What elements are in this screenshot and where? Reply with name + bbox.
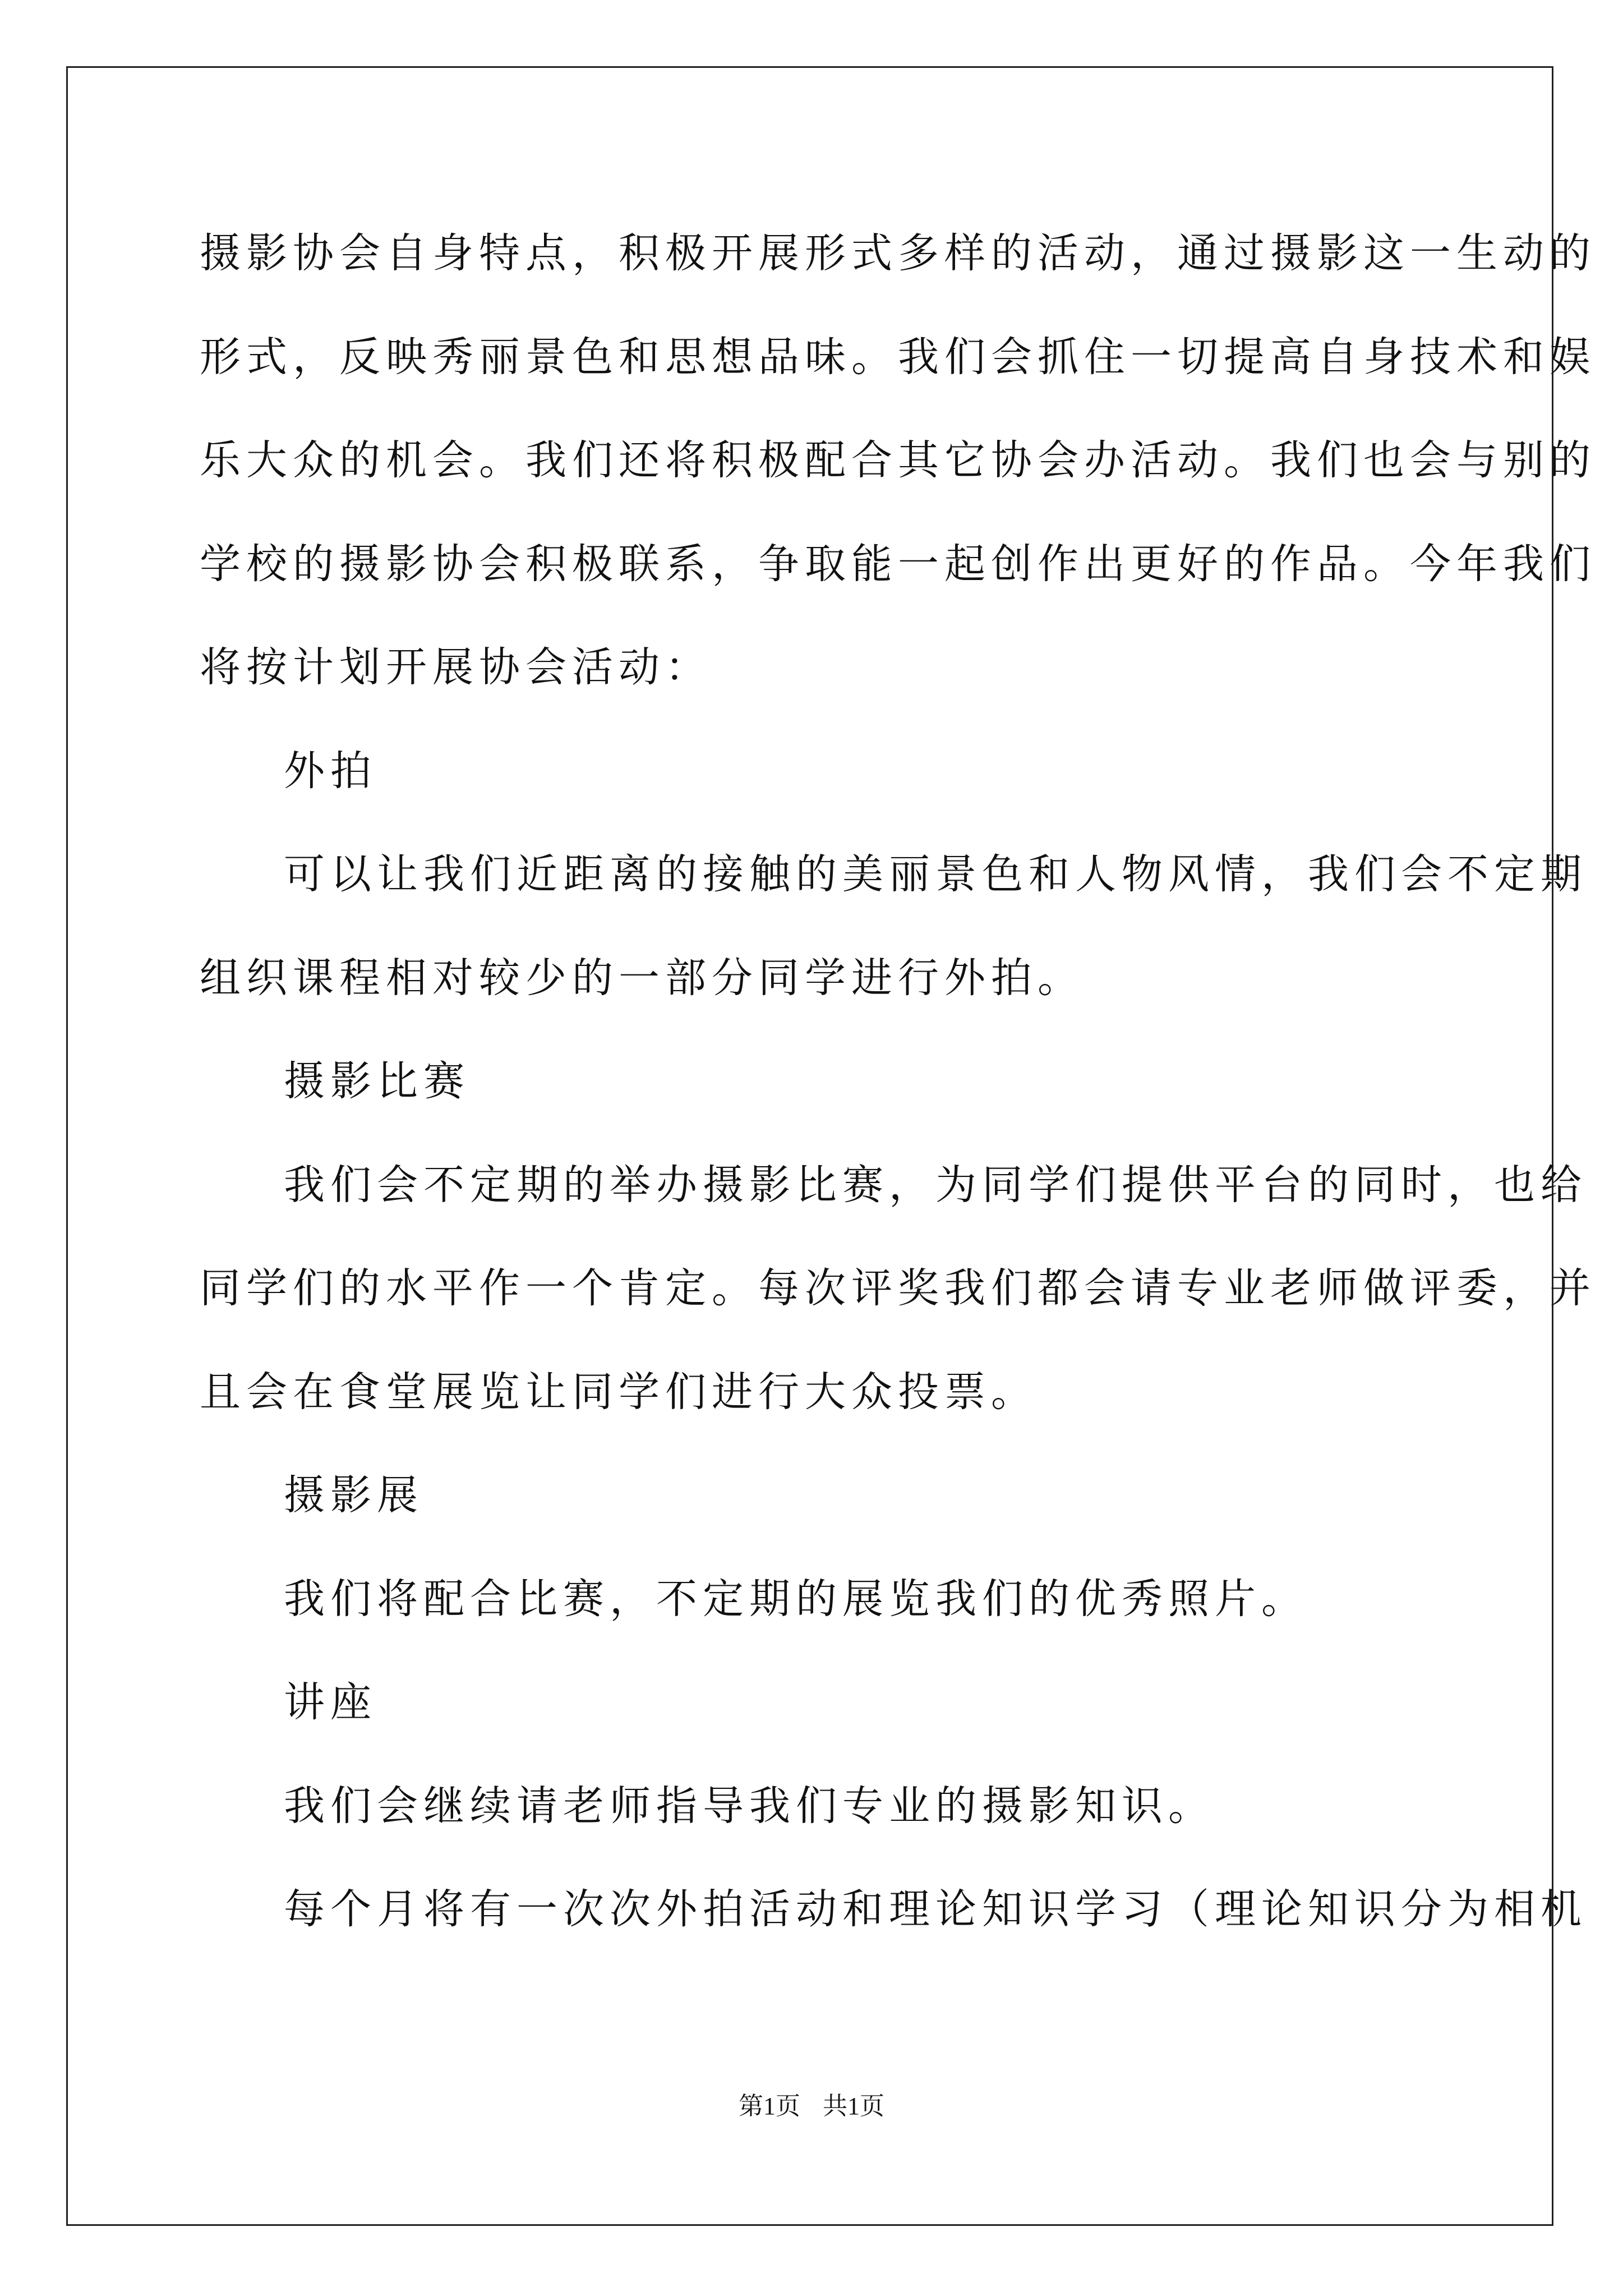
text-line: 外拍	[284, 747, 377, 795]
text-line: 同学们的水平作一个肯定。每次评奖我们都会请专业老师做评委，并	[200, 1264, 1596, 1312]
text-line: 摄影比赛	[284, 1057, 470, 1105]
text-line: 乐大众的机会。我们还将积极配合其它协会办活动。我们也会与别的	[200, 436, 1596, 484]
page-footer	[0, 2090, 1623, 2123]
text-line: 可以让我们近距离的接触的美丽景色和人物风情，我们会不定期	[284, 850, 1587, 898]
page-total: 共1页	[823, 2092, 884, 2120]
text-line: 每个月将有一次次外拍活动和理论知识学习（理论知识分为相机	[284, 1885, 1587, 1933]
text-line: 将按计划开展协会活动：	[200, 643, 712, 691]
text-line: 摄影协会自身特点，积极开展形式多样的活动，通过摄影这一生动的	[200, 229, 1596, 277]
text-line: 摄影展	[284, 1471, 423, 1519]
page-number: 第1页	[739, 2092, 800, 2120]
document-body	[200, 202, 1596, 1962]
text-line: 我们将配合比赛，不定期的展览我们的优秀照片。	[284, 1575, 1308, 1623]
text-line: 且会在食堂展览让同学们进行大众投票。	[200, 1368, 1038, 1416]
text-line: 形式，反映秀丽景色和思想品味。我们会抓住一切提高自身技术和娱	[200, 333, 1596, 381]
text-line: 讲座	[284, 1678, 377, 1726]
text-line: 学校的摄影协会积极联系，争取能一起创作出更好的作品。今年我们	[200, 540, 1596, 588]
text-line: 组织课程相对较少的一部分同学进行外拍。	[200, 954, 1084, 1002]
text-line: 我们会不定期的举办摄影比赛，为同学们提供平台的同时，也给	[284, 1161, 1587, 1209]
text-line: 我们会继续请老师指导我们专业的摄影知识。	[284, 1782, 1215, 1830]
